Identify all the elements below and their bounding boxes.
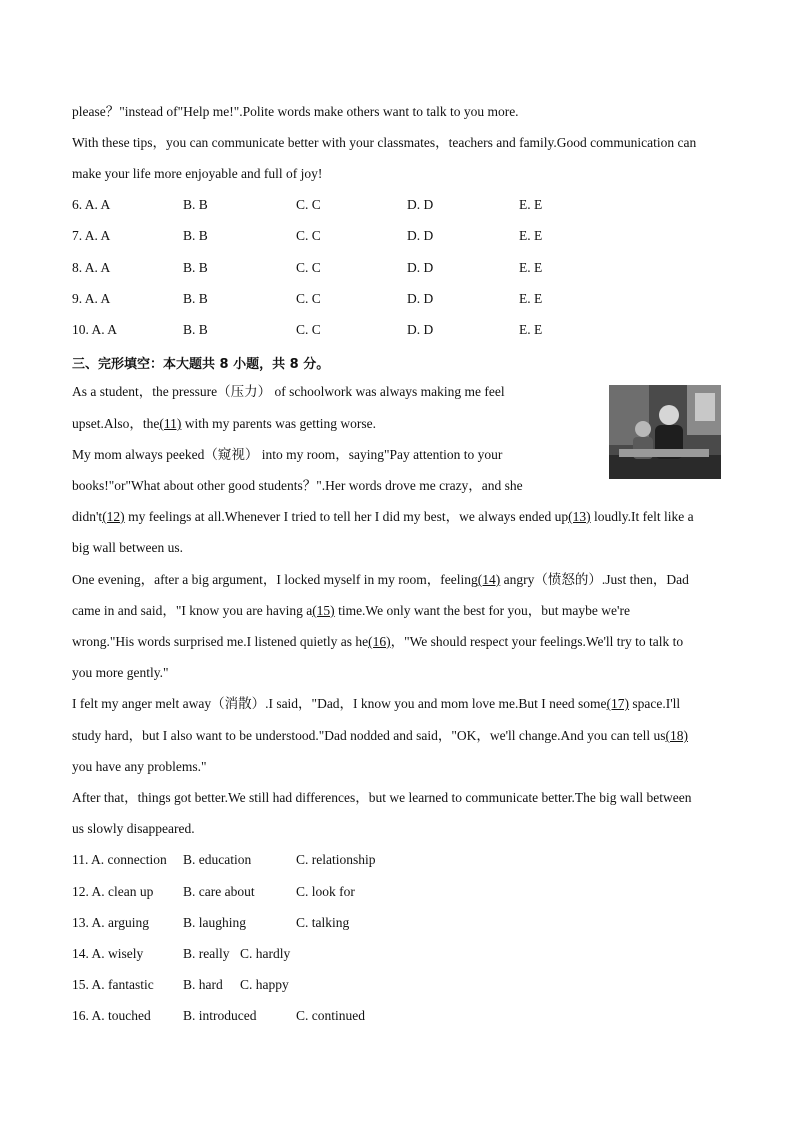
option-a: 8. A. A [72,260,111,275]
option-b: B. B [183,322,208,337]
text: time.We only want the best for you，but maybe we're [334,603,630,618]
option-d: D. D [407,197,434,212]
blank-16: (16) [368,634,391,649]
option-a: 16. A. touched [72,1008,151,1023]
passage-line: My mom always peeked（窥视） into my room，saying"Pay attention to your [72,447,503,462]
option-a: 14. A. wisely [72,946,144,961]
option-c: C. happy [240,977,289,992]
passage-line [72,572,689,588]
option-e: E. E [519,260,543,275]
text: I felt my anger melt away（消散）.I said，"Dad，I know you and mom love me.But I need some [72,696,607,711]
option-c: C. C [296,322,321,337]
option-e: E. E [519,228,543,243]
blank-15: (15) [312,603,335,618]
option-b: B. introduced [183,1008,257,1023]
passage-line [72,509,694,525]
option-e: E. E [519,322,543,337]
passage-line [72,696,680,712]
passage-line: books!"or"What about other good students？".Her words drove me crazy，and she [72,478,523,493]
passage-line [72,728,688,744]
passage-line: After that，things got better.We still had differences，but we learned to communicate better.The big wall between [72,790,692,805]
text: study hard，but I also want to be understood."Dad nodded and said，"OK，we'll change.And you can tell us [72,728,666,743]
option-c: C. relationship [296,852,376,867]
text: upset.Also，the [72,416,160,431]
option-b: B. B [183,291,208,306]
option-d: D. D [407,322,434,337]
blank-17: (17) [606,696,630,711]
option-c: C. C [296,291,321,306]
option-e: E. E [519,291,543,306]
option-a: 9. A. A [72,291,111,306]
option-b: B. B [183,260,208,275]
option-a: 11. A. connection [72,852,167,867]
passage-line [72,416,376,432]
text: One evening，after a big argument，I locked myself in my room，feeling [72,572,478,587]
passage-line: you more gently." [72,665,169,680]
intro-line-1: please？"instead of"Help me!".Polite words make others want to talk to you more. [72,104,519,119]
option-c: C. talking [296,915,350,930]
option-a: 12. A. clean up [72,884,154,899]
text: my feelings at all.Whenever I tried to tell her I did my best，we always ended up [124,509,569,524]
option-c: C. continued [296,1008,365,1023]
text: space.I'll [629,696,681,711]
option-b: B. laughing [183,915,246,930]
option-c: C. C [296,228,321,243]
blank-11: (11) [159,416,182,431]
passage-line: big wall between us. [72,540,183,555]
option-a: 15. A. fantastic [72,977,154,992]
option-c: C. C [296,197,321,212]
option-d: D. D [407,228,434,243]
text: wrong."His words surprised me.I listened quietly as he [72,634,369,649]
option-a: 6. A. A [72,197,111,212]
intro-line-2: With these tips，you can communicate better with your classmates，teachers and family.Good communication can [72,135,697,150]
blank-13: (13) [568,509,591,524]
option-c: C. look for [296,884,355,899]
option-d: D. D [407,291,434,306]
option-c: C. hardly [240,946,291,961]
option-c: C. C [296,260,321,275]
text: with my parents was getting worse. [181,416,376,431]
passage-line [72,634,683,650]
passage-line [72,603,630,619]
text: came in and said，"I know you are having a [72,603,313,618]
section-title: 三、完形填空：本大题共 8 小题，共 8 分。 [72,357,330,372]
text: ，"We should respect your feelings.We'll try to talk to [390,634,684,649]
option-b: B. B [183,197,208,212]
option-b: B. education [183,852,252,867]
option-e: E. E [519,197,543,212]
option-a: 13. A. arguing [72,915,149,930]
option-d: D. D [407,260,434,275]
option-a: 10. A. A [72,322,118,337]
blank-12: (12) [102,509,125,524]
option-b: B. really [183,946,230,961]
option-b: B. B [183,228,208,243]
intro-line-3: make your life more enjoyable and full of joy! [72,166,323,181]
passage-photo [609,385,721,479]
passage-line: you have any problems." [72,759,207,774]
passage-line: As a student，the pressure（压力） of schoolwork was always making me feel [72,384,505,399]
blank-18: (18) [665,728,688,743]
option-a: 7. A. A [72,228,111,243]
text: didn't [72,509,103,524]
option-b: B. hard [183,977,223,992]
text: angry（愤怒的）.Just then，Dad [500,572,689,587]
option-b: B. care about [183,884,255,899]
blank-14: (14) [477,572,501,587]
text: loudly.It felt like a [590,509,694,524]
passage-line: us slowly disappeared. [72,821,195,836]
